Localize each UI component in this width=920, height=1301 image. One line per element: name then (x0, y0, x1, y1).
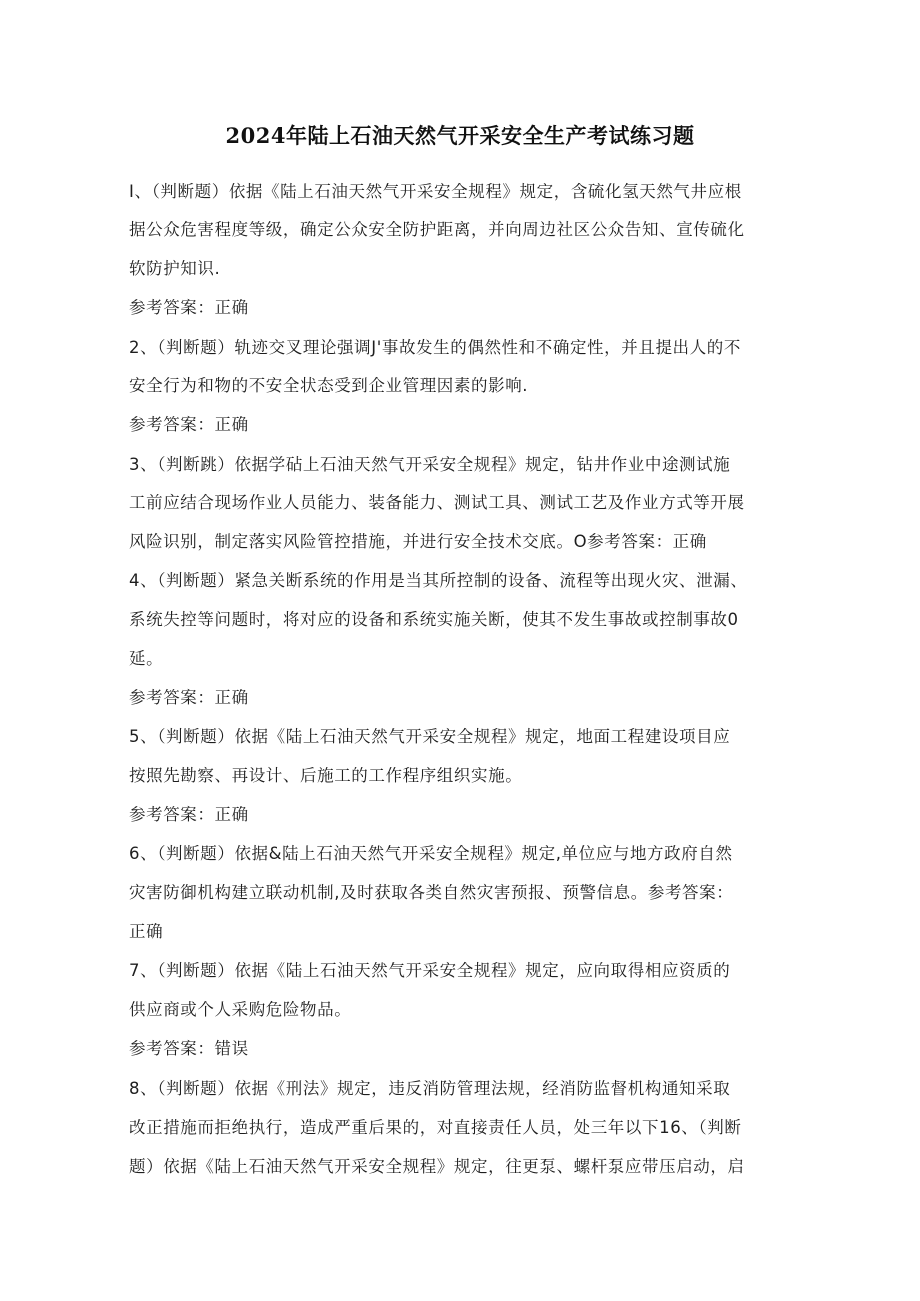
text-line: 2、（判断题）轨迹交叉理论强调J'事故发生的偶然性和不确定性，并且提出人的不 (129, 338, 741, 357)
answer-line: 参考答案：正确 (129, 688, 249, 707)
answer-line: 参考答案：正确 (129, 298, 249, 317)
text-line: 7、（判断题）依据《陆上石油天然气开采安全规程》规定，应向取得相应资质的 (129, 961, 731, 980)
text-line: 5、（判断题）依据《陆上石油天然气开采安全规程》规定，地面工程建设项目应 (129, 727, 731, 746)
text-line: 4、（判断题）紧急关断系统的作用是当其所控制的设备、流程等出现火灾、泄漏、 (129, 571, 748, 590)
answer-line: 正确 (129, 922, 164, 941)
text-line: 题）依据《陆上石油天然气开采安全规程》规定，往更泵、螺杆泵应带压启动，启 (129, 1157, 745, 1176)
text-line: 据公众危害程度等级，确定公众安全防护距离，并向周边社区公众告知、宣传硫化 (129, 220, 745, 239)
text-line: 灾害防御机构建立联动机制,及时获取各类自然灾害预报、预警信息。参考答案： (129, 883, 734, 902)
text-line: 软防护知识. (129, 259, 221, 278)
text-line: 改正措施而拒绝执行，造成严重后果的，对直接责任人员，处三年以下16、（判断 (129, 1118, 742, 1137)
text-line: 工前应结合现场作业人员能力、装备能力、测试工具、测试工艺及作业方式等开展 (129, 493, 745, 512)
answer-line: 参考答案：正确 (129, 415, 249, 434)
text-line: 供应商或个人采购危险物品。 (129, 1000, 352, 1019)
text-line: 系统失控等问题时，将对应的设备和系统实施关断，使其不发生事故或控制事故0 (129, 610, 739, 629)
text-line: 8、（判断题）依据《刑法》规定，违反消防管理法规，经消防监督机构通知采取 (129, 1079, 731, 1098)
text-line: 延。 (129, 649, 164, 668)
text-line: 安全行为和物的不安全状态受到企业管理因素的影响. (129, 376, 529, 395)
answer-line: 参考答案：错误 (129, 1039, 249, 1058)
text-line: 3、（判断跳）依据学砧上石油天然气开采安全规程》规定，钻井作业中途测试施 (129, 455, 731, 474)
text-line: 风险识别，制定落实风险管控措施，并进行安全技术交底。O参考答案：正确 (129, 532, 707, 551)
text-line: 按照先勘察、再设计、后施工的工作程序组织实施。 (129, 766, 523, 785)
answer-line: 参考答案：正确 (129, 805, 249, 824)
text-line: I、（判断题）依据《陆上石油天然气开采安全规程》规定，含硫化氢天然气井应根 (129, 182, 742, 201)
text-line: 6、（判断题）依据&陆上石油天然气开采安全规程》规定,单位应与地方政府自然 (129, 844, 733, 863)
document-title: 2024年陆上石油天然气开采安全生产考试练习题 (225, 123, 695, 148)
